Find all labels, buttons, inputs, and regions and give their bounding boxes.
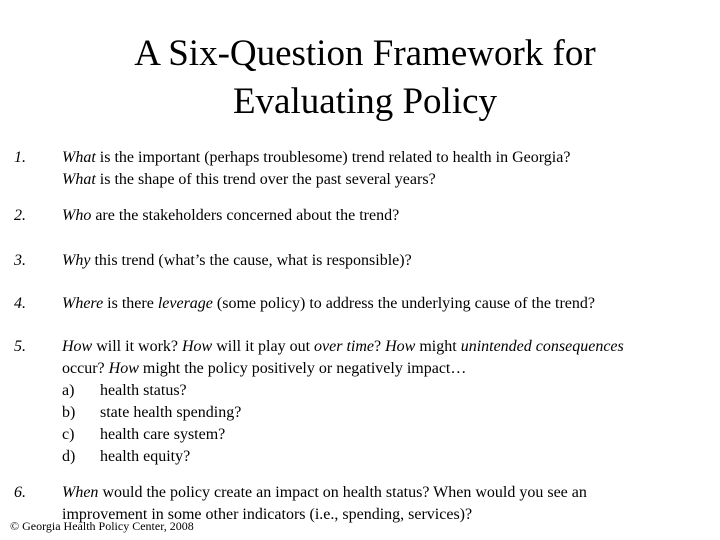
question-body: are the stakeholders concerned about the trend? <box>91 207 400 224</box>
question-body: would the policy create an impact on health status? When would you see an <box>98 484 587 501</box>
question-keyword: How <box>385 338 416 355</box>
slide-title: A Six-Question Framework for Evaluating Policy <box>134 33 596 122</box>
sub-item-label: d) <box>62 448 76 465</box>
question-body: this trend (what’s the cause, what is responsible)? <box>90 252 412 269</box>
question-body: might the policy positively or negatively impact… <box>138 360 467 377</box>
sub-item-text: health equity? <box>100 448 191 465</box>
question-keyword: When <box>62 484 99 501</box>
question-keyword: Why <box>62 252 91 269</box>
question-body: will it work? <box>92 338 182 355</box>
sub-item-label: c) <box>62 426 75 443</box>
sub-item-text: state health spending? <box>100 404 242 421</box>
emphasis-text: unintended consequences <box>460 338 624 355</box>
emphasis-text: leverage <box>157 295 213 312</box>
copyright-footer: © Georgia Health Policy Center, 2008 <box>10 519 194 533</box>
question-text <box>62 336 712 468</box>
question-body: occur? <box>62 360 109 377</box>
question-text <box>62 205 712 227</box>
sub-item <box>62 402 712 424</box>
question-number: 6. <box>14 484 26 501</box>
question-number: 4. <box>14 295 26 312</box>
sub-item <box>62 424 712 446</box>
question-text <box>62 147 712 191</box>
question-text <box>62 293 712 315</box>
question-body: might <box>415 338 461 355</box>
question-keyword: How <box>182 338 213 355</box>
question-body: (some policy) to address the underlying cause of the trend? <box>212 295 596 312</box>
sub-item-text: health care system? <box>100 426 226 443</box>
sub-item <box>62 380 712 402</box>
question-keyword: What <box>62 149 96 166</box>
question-number: 2. <box>14 207 26 224</box>
question-body: is there <box>103 295 158 312</box>
question-text <box>62 250 712 272</box>
emphasis-text: over time <box>314 338 374 355</box>
question-body: will it play out <box>212 338 315 355</box>
question-body: is the important (perhaps troublesome) trend related to health in Georgia? <box>95 149 571 166</box>
question-keyword: Who <box>62 207 92 224</box>
sub-item-text: health status? <box>100 382 187 399</box>
question-keyword: How <box>108 360 139 377</box>
sub-item-label: a) <box>62 382 75 399</box>
sub-item-label: b) <box>62 404 76 421</box>
question-keyword: Where <box>62 295 104 312</box>
question-body: improvement in some other indicators (i.e., spending, services)? <box>62 506 473 523</box>
question-number: 3. <box>14 252 26 269</box>
sub-item <box>62 446 712 468</box>
question-number: 1. <box>14 149 26 166</box>
question-keyword: How <box>62 338 93 355</box>
question-keyword: What <box>62 171 96 188</box>
question-number: 5. <box>14 338 26 355</box>
question-body: ? <box>374 338 386 355</box>
question-body: is the shape of this trend over the past several years? <box>95 171 436 188</box>
